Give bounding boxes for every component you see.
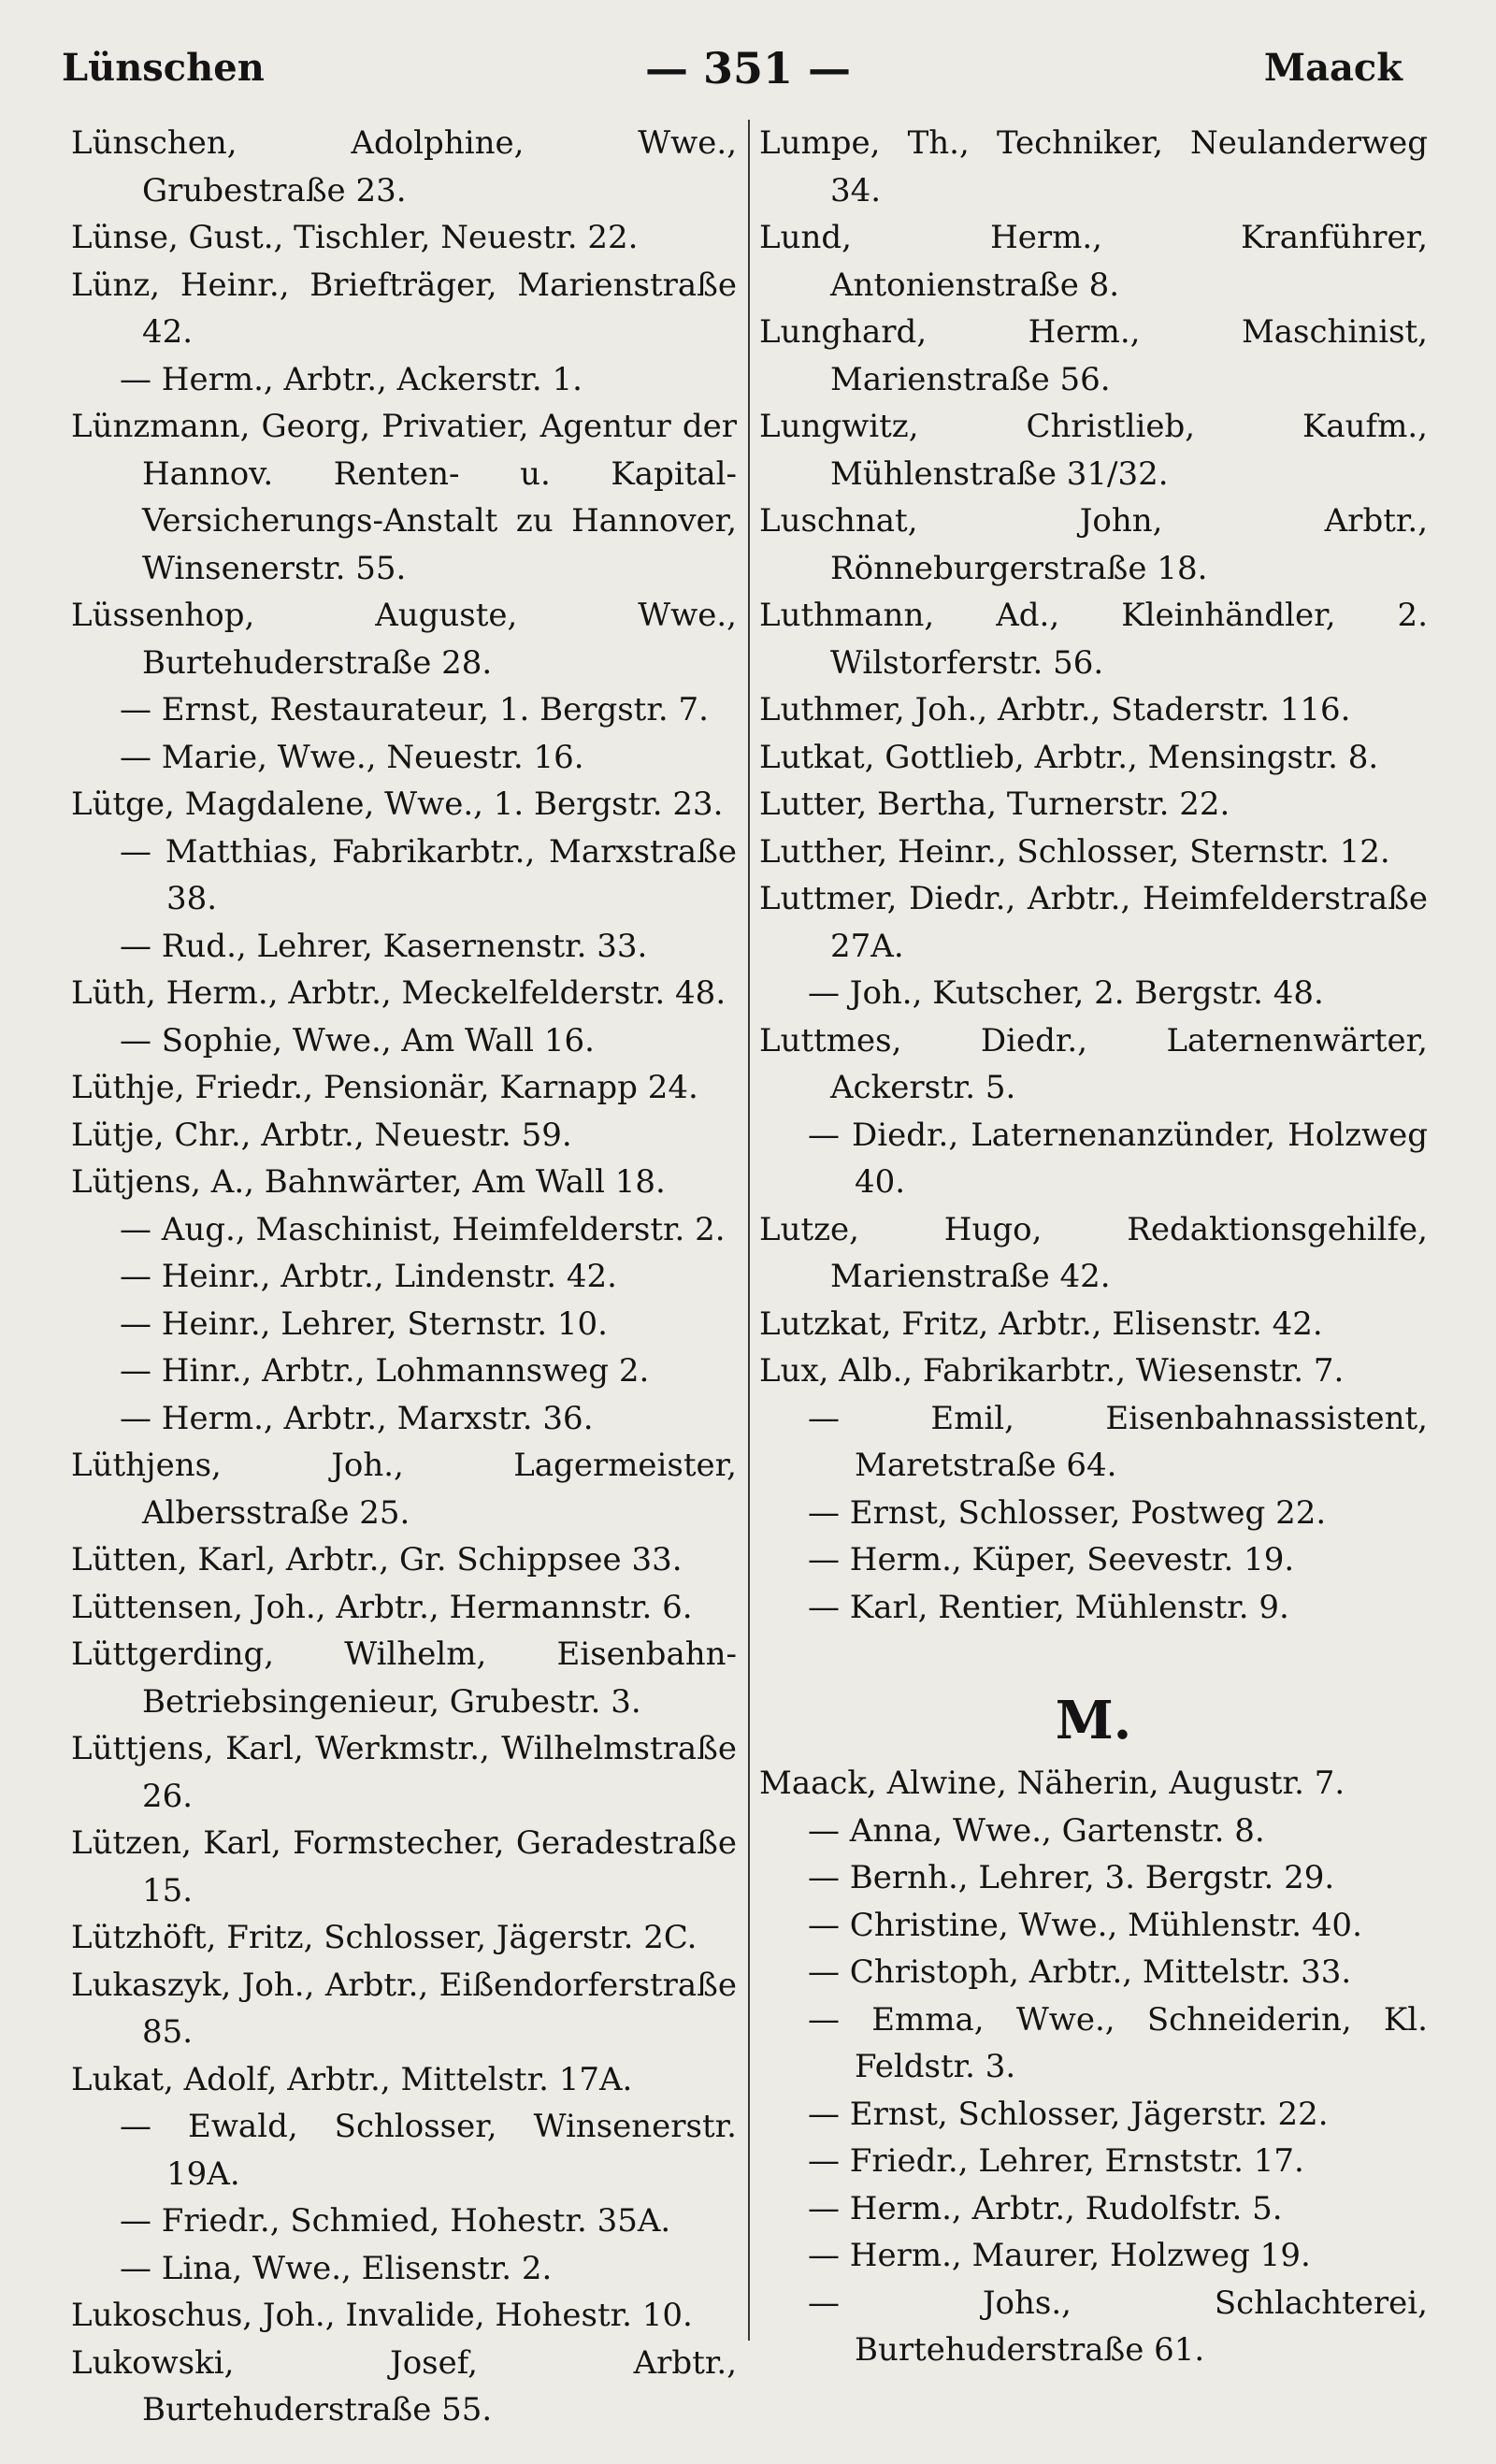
directory-entry: Lünse, Gust., Tischler, Neuestr. 22. xyxy=(71,219,639,256)
directory-entry: — Ernst, Restaurateur, 1. Bergstr. 7. xyxy=(120,691,709,728)
directory-entry: — Diedr., Laternenanzünder, Holzweg 40. xyxy=(808,1116,1428,1201)
directory-entry: — Johs., Schlachterei, Burtehuderstraße 61. xyxy=(808,2284,1428,2369)
directory-entry: — Anna, Wwe., Gartenstr. 8. xyxy=(808,1811,1265,1850)
directory-entry: Lund, Herm., Kranführer, Antonienstraße 8. xyxy=(759,219,1428,304)
directory-entry: Lumpe, Th., Techniker, Neulanderweg 34. xyxy=(759,124,1428,209)
directory-entry: Luschnat, John, Arbtr., Rönneburgerstraße 18. xyxy=(759,502,1428,587)
directory-entry: Luthmer, Joh., Arbtr., Staderstr. 116. xyxy=(759,691,1351,728)
directory-entry: — Ewald, Schlosser, Winsenerstr. 19A. xyxy=(120,2108,737,2193)
directory-entry: — Friedr., Lehrer, Ernststr. 17. xyxy=(808,2142,1304,2180)
directory-entry: — Ernst, Schlosser, Postweg 22. xyxy=(808,1493,1327,1532)
directory-entry: — Lina, Wwe., Elisenstr. 2. xyxy=(120,2249,553,2287)
section-gap xyxy=(759,1631,1428,1687)
directory-entry: Lüttgerding, Wilhelm, Eisenbahn-Betriebsingenieur, Grubestr. 3. xyxy=(71,1635,737,1721)
directory-entry: — Friedr., Schmied, Hohestr. 35A. xyxy=(120,2202,671,2240)
directory-entry: — Herm., Arbtr., Marxstr. 36. xyxy=(120,1399,594,1437)
directory-entry: — Herm., Maurer, Holzweg 19. xyxy=(808,2237,1311,2274)
directory-entry: Lutkat, Gottlieb, Arbtr., Mensingstr. 8. xyxy=(759,738,1379,776)
directory-entry: Lützen, Karl, Formstecher, Geradestraße 15. xyxy=(71,1824,737,1909)
directory-entry: — Christine, Wwe., Mühlenstr. 40. xyxy=(808,1906,1362,1944)
directory-entry: Maack, Alwine, Näherin, Augustr. 7. xyxy=(759,1765,1345,1802)
directory-entry: Lux, Alb., Fabrikarbtr., Wiesenstr. 7. xyxy=(759,1352,1345,1390)
directory-entry: — Herm., Arbtr., Rudolfstr. 5. xyxy=(808,2189,1283,2227)
directory-entry: Lüssenhop, Auguste, Wwe., Burtehuderstraße 28. xyxy=(71,597,737,682)
directory-entry: Lukaszyk, Joh., Arbtr., Eißendorferstraße 85. xyxy=(71,1966,737,2051)
directory-entry: Lützhöft, Fritz, Schlosser, Jägerstr. 2C. xyxy=(71,1919,698,1956)
running-head-right: Maack xyxy=(1263,46,1402,90)
directory-entry: — Emma, Wwe., Schneiderin, Kl. Feldstr. 3. xyxy=(808,2000,1428,2085)
directory-entry: Luthmann, Ad., Kleinhändler, 2. Wilstorferstr. 56. xyxy=(759,597,1428,682)
directory-entry: Lüttensen, Joh., Arbtr., Hermannstr. 6. xyxy=(71,1588,693,1626)
running-head-left: Lünschen xyxy=(62,46,265,90)
directory-entry: Lutter, Bertha, Turnerstr. 22. xyxy=(759,785,1230,823)
right-column xyxy=(759,120,1428,2374)
directory-entry: — Matthias, Fabrikarbtr., Marxstraße 38. xyxy=(120,832,737,917)
directory-entry: — Heinr., Arbtr., Lindenstr. 42. xyxy=(120,1258,617,1295)
directory-entry: Lütje, Chr., Arbtr., Neuestr. 59. xyxy=(71,1116,572,1154)
directory-entry: Lukat, Adolf, Arbtr., Mittelstr. 17A. xyxy=(71,2060,633,2098)
directory-entry: — Herm., Küper, Seevestr. 19. xyxy=(808,1541,1295,1578)
section-heading: M. xyxy=(1055,1690,1132,1751)
directory-entry: Lukowski, Josef, Arbtr., Burtehuderstraße 55. xyxy=(71,2343,737,2428)
directory-entry: Lütten, Karl, Arbtr., Gr. Schippsee 33. xyxy=(71,1541,683,1578)
directory-entry: — Bernh., Lehrer, 3. Bergstr. 29. xyxy=(808,1859,1335,1896)
directory-entry: Lungwitz, Christlieb, Kaufm., Mühlenstraße 31/32. xyxy=(759,408,1428,493)
directory-entry: — Marie, Wwe., Neuestr. 16. xyxy=(120,738,584,776)
directory-entry: — Joh., Kutscher, 2. Bergstr. 48. xyxy=(808,974,1324,1012)
directory-entry: — Sophie, Wwe., Am Wall 16. xyxy=(120,1021,595,1059)
page-number: — 351 — xyxy=(644,43,852,94)
directory-entry: — Heinr., Lehrer, Sternstr. 10. xyxy=(120,1304,608,1343)
directory-entry: Luttmes, Diedr., Laternenwärter, Ackerstr. 5. xyxy=(759,1021,1428,1106)
directory-entry: Lütjens, A., Bahnwärter, Am Wall 18. xyxy=(71,1163,666,1201)
directory-entry: Lüthje, Friedr., Pensionär, Karnapp 24. xyxy=(71,1069,698,1106)
column-divider xyxy=(748,120,750,2341)
directory-entry: — Karl, Rentier, Mühlenstr. 9. xyxy=(808,1588,1289,1626)
directory-entry: Luttmer, Diedr., Arbtr., Heimfelderstraße 27A. xyxy=(759,880,1428,965)
left-column xyxy=(71,120,737,2434)
directory-entry: Lunghard, Herm., Maschinist, Marienstraße 56. xyxy=(759,313,1428,398)
directory-entry: — Hinr., Arbtr., Lohmannsweg 2. xyxy=(120,1352,650,1390)
directory-entry: Lüth, Herm., Arbtr., Meckelfelderstr. 48. xyxy=(71,974,726,1012)
directory-entry: Lutther, Heinr., Schlosser, Sternstr. 12. xyxy=(759,832,1390,871)
directory-entry: Lutzkat, Fritz, Arbtr., Elisenstr. 42. xyxy=(759,1304,1323,1343)
directory-entry: Lutze, Hugo, Redaktionsgehilfe, Marienstraße 42. xyxy=(759,1210,1428,1295)
directory-entry: Lünzmann, Georg, Privatier, Agentur der Hannov. Renten- u. Kapital-Versicherungs-Anstalt zu Hannover, Winsenerstr. 55. xyxy=(71,408,737,587)
directory-entry: Lünschen, Adolphine, Wwe., Grubestraße 23. xyxy=(71,124,737,209)
directory-entry: Lünz, Heinr., Briefträger, Marienstraße 42. xyxy=(71,266,737,351)
directory-entry: — Ernst, Schlosser, Jägerstr. 22. xyxy=(808,2095,1329,2133)
directory-entry: Lukoschus, Joh., Invalide, Hohestr. 10. xyxy=(71,2297,693,2334)
directory-entry: — Rud., Lehrer, Kasernenstr. 33. xyxy=(120,927,648,965)
directory-entry: Lüttjens, Karl, Werkmstr., Wilhelmstraße 26. xyxy=(71,1730,737,1815)
directory-entry: — Emil, Eisenbahnassistent, Maretstraße 64. xyxy=(808,1399,1428,1484)
directory-entry: Lütge, Magdalene, Wwe., 1. Bergstr. 23. xyxy=(71,785,724,823)
directory-entry: — Herm., Arbtr., Ackerstr. 1. xyxy=(120,360,583,398)
directory-entry: — Aug., Maschinist, Heimfelderstr. 2. xyxy=(120,1210,726,1248)
directory-entry: Lüthjens, Joh., Lagermeister, Albersstraße 25. xyxy=(71,1447,737,1532)
directory-entry: — Christoph, Arbtr., Mittelstr. 33. xyxy=(808,1953,1352,1991)
